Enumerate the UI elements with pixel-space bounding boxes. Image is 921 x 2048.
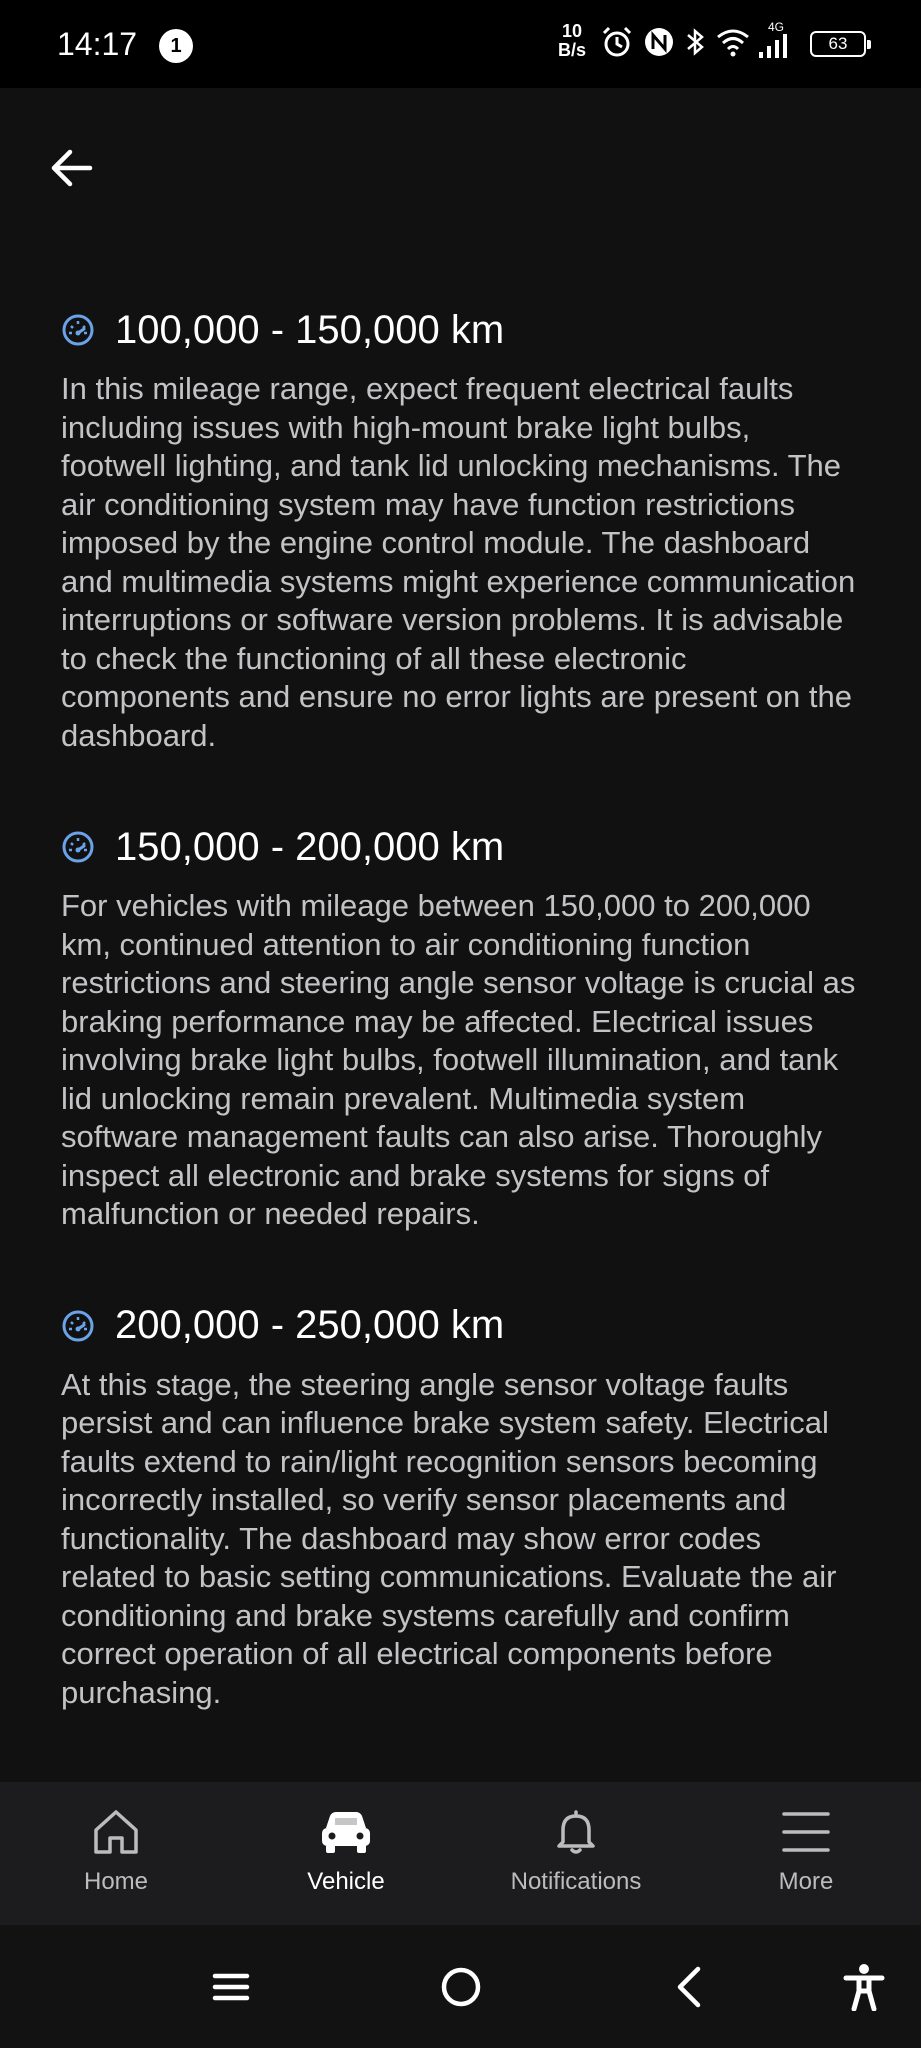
section-header <box>61 300 861 360</box>
section-description: In this mileage range, expect frequent electrical faults including issues with high-mount brake light bulbs, footwell lighting, and tank lid unlocking mechanisms. The air conditioning system may have function restrictions imposed by the engine control module. The dashboard and multimedia systems might experience communication interruptions or software version problems. It is advisable to check the functioning of all these electronic components and ensure no error lights are present on the dashboard. <box>61 371 856 753</box>
nav-label: Notifications <box>510 1868 642 1895</box>
nav-item-home[interactable] <box>16 1782 216 1925</box>
nav-item-notifications[interactable] <box>476 1782 676 1925</box>
nav-label: Vehicle <box>307 1868 385 1895</box>
wifi-icon <box>716 27 750 57</box>
battery-indicator: 63 <box>810 31 866 57</box>
nav-label: Home <box>83 1868 149 1895</box>
nfc-icon <box>642 25 676 59</box>
bluetooth-icon <box>684 25 708 59</box>
mileage-section <box>61 1296 861 1713</box>
status-time: 14:17 <box>57 26 138 62</box>
network-speed: 10 B/s <box>558 21 587 60</box>
section-title: 150,000 - 200,000 km <box>115 824 505 869</box>
back-button[interactable] <box>44 140 100 196</box>
mileage-sections <box>61 300 861 1774</box>
section-title: 200,000 - 250,000 km <box>115 1303 505 1347</box>
arrow-left-icon <box>44 140 100 196</box>
system-navigation-bar <box>0 1925 921 2048</box>
chevron-left-icon <box>670 1965 710 2009</box>
nav-label: More <box>778 1868 834 1895</box>
status-bar <box>0 0 921 88</box>
bell-icon <box>550 1806 602 1858</box>
nav-item-vehicle[interactable] <box>246 1782 446 1925</box>
nav-item-more[interactable] <box>706 1782 906 1925</box>
section-header <box>61 1296 861 1356</box>
section-header <box>61 817 861 877</box>
notification-badge: 1 <box>159 29 193 63</box>
home-system-button[interactable] <box>431 1957 491 2017</box>
speedometer-icon <box>61 830 95 864</box>
recent-apps-icon <box>211 1967 251 2007</box>
bottom-navigation <box>0 1782 921 1925</box>
accessibility-button[interactable] <box>834 1957 894 2017</box>
cellular-signal-icon: 4G <box>758 24 790 60</box>
mileage-section <box>61 817 861 1234</box>
circle-home-icon <box>439 1965 483 2009</box>
status-icons <box>600 20 790 60</box>
recent-apps-button[interactable] <box>201 1957 261 2017</box>
accessibility-icon <box>842 1963 886 2011</box>
mileage-section <box>61 300 861 755</box>
speedometer-icon <box>61 1309 95 1343</box>
menu-icon <box>780 1806 832 1858</box>
section-description: At this stage, the steering angle sensor voltage faults persist and can influence brake system safety. Electrical faults extend to rain/light recognition sensors becoming incorrectly installed, so verify sensor placements and functionality. The dashboard may show error codes related to basic setting communications. Evaluate the air conditioning and brake systems carefully and confirm correct operation of all electrical components before purchasing. <box>61 1366 837 1710</box>
home-icon <box>90 1806 142 1858</box>
car-icon <box>318 1806 374 1858</box>
alarm-icon <box>600 25 634 59</box>
section-title: 100,000 - 150,000 km <box>115 307 505 352</box>
section-description: For vehicles with mileage between 150,000 to 200,000 km, continued attention to air conditioning function restrictions and steering angle sensor voltage is crucial as braking performance may be affected. Electrical issues involving brake light bulbs, footwell illumination, and tank lid unlocking remain prevalent. Multimedia system software management faults can also arise. Thoroughly inspect all electronic and brake systems for signs of malfunction or needed repairs. <box>61 888 856 1231</box>
back-system-button[interactable] <box>660 1957 720 2017</box>
speedometer-icon <box>61 313 95 347</box>
